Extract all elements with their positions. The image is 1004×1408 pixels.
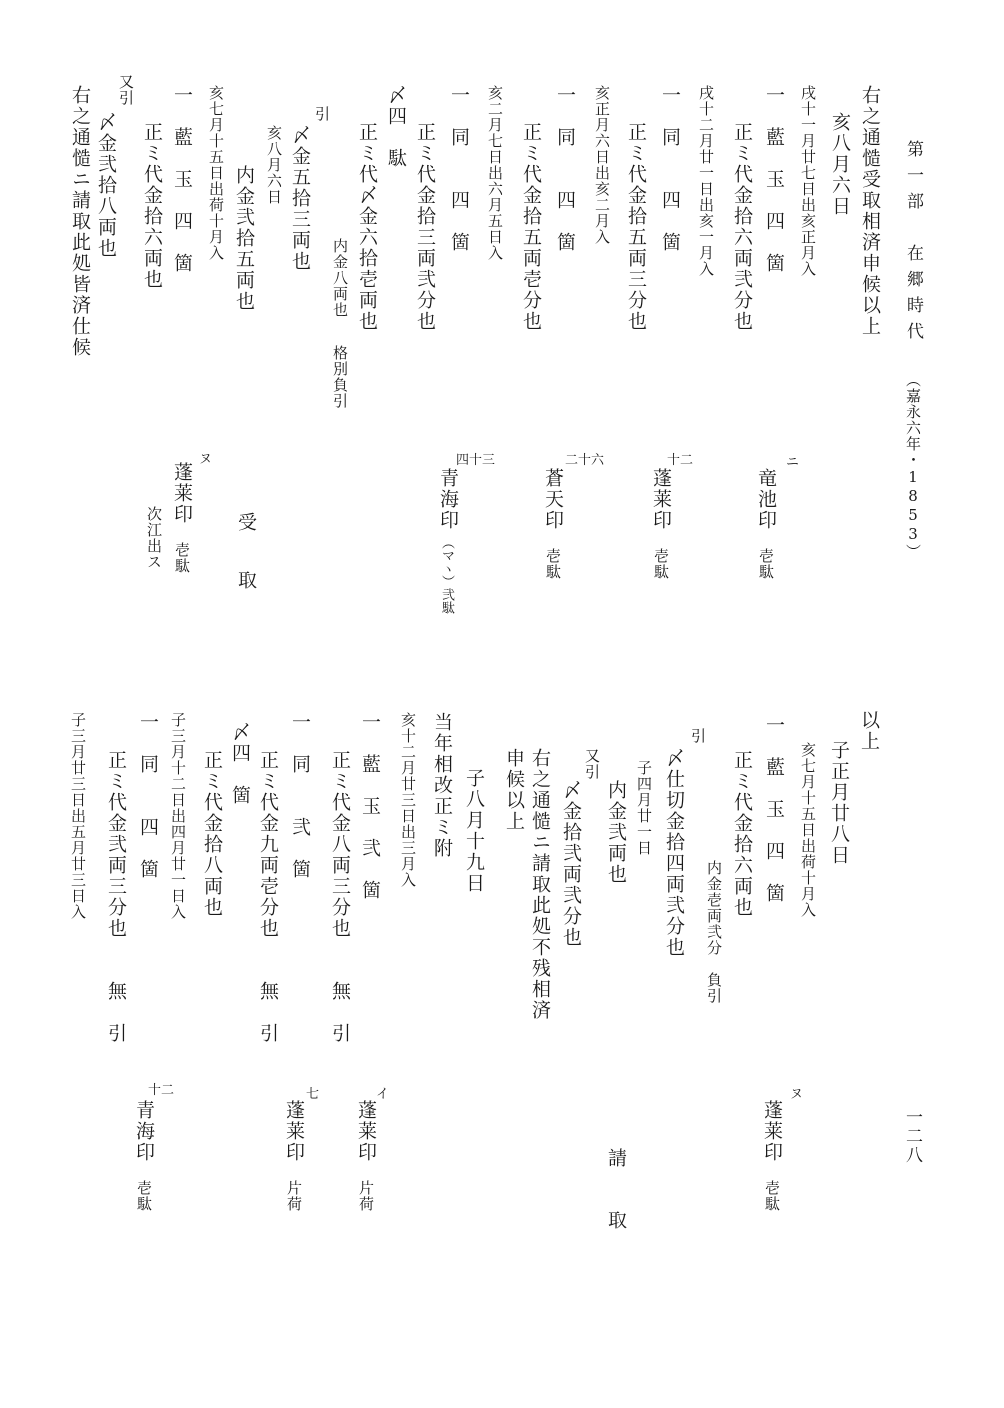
text-line: 正ミ代金拾五両壱分也: [520, 122, 542, 332]
mark-number: 四十三: [456, 453, 496, 468]
mark-qty: （マヽ）弐駄: [439, 536, 454, 614]
receiver-label: 受 取: [235, 512, 257, 599]
mark-name: 竜池印: [755, 468, 777, 531]
mark-name: 蓬莱印: [171, 462, 193, 525]
text-line: 内金弐両也: [605, 780, 627, 885]
mark-number: ヌ: [199, 452, 213, 467]
text-line: 正ミ代金拾六両也: [141, 122, 163, 290]
text-line: 当年相改正ミ附: [431, 712, 453, 859]
text-line: 又引: [583, 748, 601, 780]
mark-number: イ: [376, 1087, 390, 1102]
mark-note: 次江出ス: [145, 506, 163, 570]
text-line: 正ミ代金九両壱分也 無 引: [257, 750, 279, 1044]
text-line: 〆金拾弐両弐分也: [560, 780, 582, 948]
text-line: 引: [313, 106, 331, 122]
text-line: 亥七月十五日出荷十月入: [207, 85, 225, 261]
mark-qty: 片荷: [285, 1180, 303, 1212]
mark-number: ニ: [786, 455, 800, 470]
mark-qty: 片荷: [357, 1180, 375, 1212]
mark-number: 二十六: [565, 453, 605, 468]
mark-name: 蓬莱印: [283, 1100, 305, 1163]
mark-number: 十二: [667, 453, 694, 468]
text-line: 引: [689, 728, 707, 744]
text-line: 子三月十二日出四月廿一日入: [169, 712, 187, 920]
text-line: 一 藍 玉 四 箇: [171, 85, 193, 274]
page-number: 一二八: [902, 1108, 922, 1165]
mark-name: 蒼天印: [542, 468, 564, 531]
mark-name: 蓬莱印: [650, 468, 672, 531]
text-line: 一 同 弐 箇: [289, 712, 311, 880]
text-line: 子正月廿八日: [828, 740, 850, 866]
era-header: （嘉永六年・1853）: [904, 372, 922, 560]
mark-qty: 壱駄: [544, 548, 562, 580]
text-line: 正ミ代金拾三両弐分也: [414, 122, 436, 332]
text-line: 一 同 四 箇: [137, 712, 159, 880]
text-line: 戌十二月廿一日出亥一月入: [697, 85, 715, 277]
text-line: 正ミ代金八両三分也 無 引: [329, 750, 351, 1044]
mark-number: ヌ: [790, 1087, 804, 1102]
text-line: 亥正月六日出亥二月入: [593, 85, 611, 245]
mark-qty: 壱駄: [135, 1180, 153, 1212]
text-line: 正ミ代〆金六拾壱両也: [356, 122, 378, 332]
text-line: 正ミ代金弐両三分也 無 引: [105, 750, 127, 1044]
text-line: 子八月十九日: [463, 768, 485, 894]
text-line: 亥十二月廿三日出三月入: [399, 712, 417, 888]
text-line: 亥七月十五日出荷十月入: [799, 742, 817, 918]
text-line: 正ミ代金拾五両三分也: [625, 122, 647, 332]
text-line: 又引: [117, 74, 135, 106]
text-line: 子四月廿一日: [635, 760, 653, 856]
text-line: 一 同 四 箇: [554, 85, 576, 253]
text-line: 右之通慥受取相済申候以上: [859, 85, 881, 337]
text-line: 戌十一月廿七日出亥正月入: [799, 85, 817, 277]
text-line: 〆四 駄: [385, 85, 407, 169]
text-line: 右之通慥ニ請取此処不残相済: [529, 748, 551, 1021]
text-line: 亥八月六日: [265, 125, 283, 205]
text-line: 申候以上: [503, 748, 525, 832]
mark-number: 十二: [148, 1083, 175, 1098]
text-line: 亥八月六日: [829, 112, 851, 217]
text-line: 格別負引: [331, 345, 349, 409]
text-line: 正ミ代金拾八両也: [201, 750, 223, 918]
text-line: 一 藍 玉 弐 箇: [359, 712, 381, 901]
text-line: 正ミ代金拾六両弐分也: [731, 122, 753, 332]
part-header: 第一部 在郷時代: [903, 140, 923, 348]
text-line: 一 藍 玉 四 箇: [763, 715, 785, 904]
text-line: 子三月廿三日出五月廿三日入: [69, 712, 87, 920]
mark-name: 蓬莱印: [355, 1100, 377, 1163]
text-line: 一 同 四 箇: [448, 85, 470, 253]
text-line: 〆四 箇: [229, 722, 251, 806]
mark-qty: 壱駄: [652, 548, 670, 580]
mark-number: 七: [306, 1087, 320, 1102]
text-line: 内金八両也: [331, 238, 349, 318]
receiver-label: 請 取: [605, 1148, 627, 1241]
text-line: 〆金五拾三両也: [289, 125, 311, 272]
text-line: 正ミ代金拾六両也: [731, 750, 753, 918]
text-line: 〆金弐拾八両也: [95, 112, 117, 259]
mark-name: 蓬莱印: [761, 1100, 783, 1163]
text-line: 以上: [858, 710, 880, 752]
mark-qty: 壱駄: [173, 542, 191, 574]
mark-qty: 壱駄: [757, 548, 775, 580]
text-line: 一 同 四 箇: [659, 85, 681, 253]
text-line: 右之通慥ニ請取此処皆済仕候: [69, 85, 91, 358]
text-line: 内金壱両弐分 負引: [705, 860, 723, 1004]
text-line: 〆仕切金拾四両弐分也: [663, 748, 685, 958]
text-line: 亥二月七日出六月五日入: [486, 85, 504, 261]
text-line: 一 藍 玉 四 箇: [763, 85, 785, 274]
mark-qty: 壱駄: [763, 1180, 781, 1212]
text-line: 内金弐拾五両也: [233, 165, 255, 312]
mark-name: 青海印: [133, 1100, 155, 1163]
mark-name: 青海印: [437, 468, 459, 531]
